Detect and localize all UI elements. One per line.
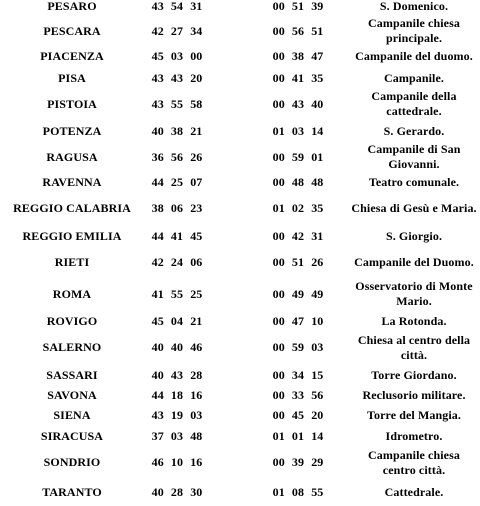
city-name: SALERNO [42, 340, 102, 354]
longitude-value: 00 38 47 [272, 48, 324, 63]
reference-point-note: Campanile del Duomo. [354, 254, 474, 269]
city-name: PESCARA [43, 23, 101, 38]
reference-point-note: S. Domenico. [379, 0, 449, 13]
city-name: RIETI [54, 254, 90, 269]
table-row [0, 44, 480, 68]
reference-point-note: S. Giorgio. [385, 228, 443, 243]
latitude-value: 40 40 46 [151, 340, 203, 354]
reference-point-note: Campanile. [383, 70, 444, 85]
longitude-value: 00 39 29 [272, 455, 324, 469]
longitude-value: 00 59 03 [272, 340, 324, 354]
city-name: SASSARI [46, 367, 98, 382]
table-row [0, 172, 480, 192]
table-row [0, 225, 480, 247]
longitude-value: 00 43 40 [272, 96, 324, 111]
longitude-value: 00 33 56 [272, 388, 324, 402]
longitude-value: 01 08 55 [272, 485, 324, 499]
table-row [0, 68, 480, 88]
longitude-value: 00 59 01 [272, 149, 324, 164]
latitude-value: 42 27 34 [151, 23, 203, 38]
reference-point-note: Torre del Mangia. [366, 408, 462, 422]
latitude-value: 40 38 21 [151, 123, 203, 138]
latitude-value: 40 28 30 [151, 485, 203, 499]
table-row [0, 479, 480, 506]
reference-point-note: Reclusorio militare. [362, 388, 466, 402]
longitude-value: 00 51 26 [272, 254, 324, 269]
city-name: SIENA [53, 408, 91, 422]
table-row [0, 386, 480, 405]
city-name: POTENZA [42, 123, 102, 138]
table-row [0, 88, 480, 120]
city-name: PESARO [47, 0, 97, 13]
longitude-value: 00 34 15 [272, 367, 324, 382]
longitude-value: 00 49 49 [272, 286, 324, 301]
table-row [0, 364, 480, 386]
table-row [0, 277, 480, 311]
reference-point-note: Chiesa di Gesù e Maria. [351, 201, 477, 215]
city-name: SIRACUSA [40, 428, 104, 443]
latitude-value: 43 19 03 [151, 408, 203, 422]
table-row [0, 426, 480, 446]
city-name: TARANTO [42, 485, 102, 499]
longitude-value: 00 56 51 [272, 23, 324, 38]
latitude-value: 44 18 16 [151, 388, 203, 402]
latitude-value: 43 55 58 [151, 96, 203, 111]
reference-point-note: Osservatorio di Monte Mario. [355, 279, 473, 308]
reference-point-note: Torre Giordano. [371, 367, 457, 382]
city-name: SONDRIO [43, 455, 101, 469]
longitude-value: 00 41 35 [272, 70, 324, 85]
table-row [0, 405, 480, 426]
longitude-value: 01 01 14 [272, 428, 324, 443]
table-row [0, 142, 480, 172]
city-name: PISTOIA [47, 96, 97, 111]
city-name: REGGIO CALABRIA [13, 201, 131, 215]
reference-point-note: Campanile chiesa centro città. [368, 447, 460, 477]
city-name: REGGIO EMILIA [22, 228, 122, 243]
table-row [0, 311, 480, 331]
reference-point-note: Chiesa al centro della città. [357, 332, 471, 362]
latitude-value: 45 03 00 [151, 48, 203, 63]
reference-point-note: Campanile di San Giovanni. [367, 142, 461, 171]
table-row [0, 331, 480, 364]
table-row [0, 446, 480, 479]
city-name: RAVENNA [42, 174, 102, 189]
reference-point-note: Idrometro. [385, 428, 443, 443]
city-name: ROVIGO [46, 313, 98, 328]
reference-point-note: Campanile chiesa principale. [368, 16, 460, 45]
city-name: PIACENZA [40, 48, 104, 63]
latitude-value: 41 55 25 [151, 286, 203, 301]
latitude-value: 46 10 16 [151, 455, 203, 469]
latitude-value: 40 43 28 [151, 367, 203, 382]
longitude-value: 01 03 14 [272, 123, 324, 138]
latitude-value: 38 06 23 [151, 201, 203, 215]
reference-point-note: S. Gerardo. [383, 123, 445, 138]
city-name: SAVONA [47, 388, 97, 402]
longitude-value: 00 51 39 [272, 0, 324, 13]
longitude-value: 00 42 31 [272, 228, 324, 243]
table-row [0, 120, 480, 142]
reference-point-note: Teatro comunale. [368, 174, 460, 189]
city-name: PISA [58, 70, 86, 85]
latitude-value: 44 25 07 [151, 174, 203, 189]
table-row [0, 18, 480, 44]
latitude-value: 44 41 45 [151, 228, 203, 243]
longitude-value: 01 02 35 [272, 201, 324, 215]
longitude-value: 00 47 10 [272, 313, 324, 328]
city-name: ROMA [52, 286, 92, 301]
latitude-value: 45 04 21 [151, 313, 203, 328]
latitude-value: 36 56 26 [151, 149, 203, 164]
table-row [0, 247, 480, 277]
reference-point-note: La Rotonda. [381, 313, 447, 328]
reference-point-note: Campanile del duomo. [355, 48, 473, 63]
table-row [0, 192, 480, 225]
latitude-value: 43 43 20 [151, 70, 203, 85]
reference-point-note: Campanile della cattedrale. [371, 89, 457, 118]
city-name: RAGUSA [46, 149, 98, 164]
latitude-value: 37 03 48 [151, 428, 203, 443]
reference-point-note: Cattedrale. [384, 485, 444, 499]
latitude-value: 43 54 31 [151, 0, 203, 13]
latitude-value: 42 24 06 [151, 254, 203, 269]
longitude-value: 00 48 48 [272, 174, 324, 189]
longitude-value: 00 45 20 [272, 408, 324, 422]
